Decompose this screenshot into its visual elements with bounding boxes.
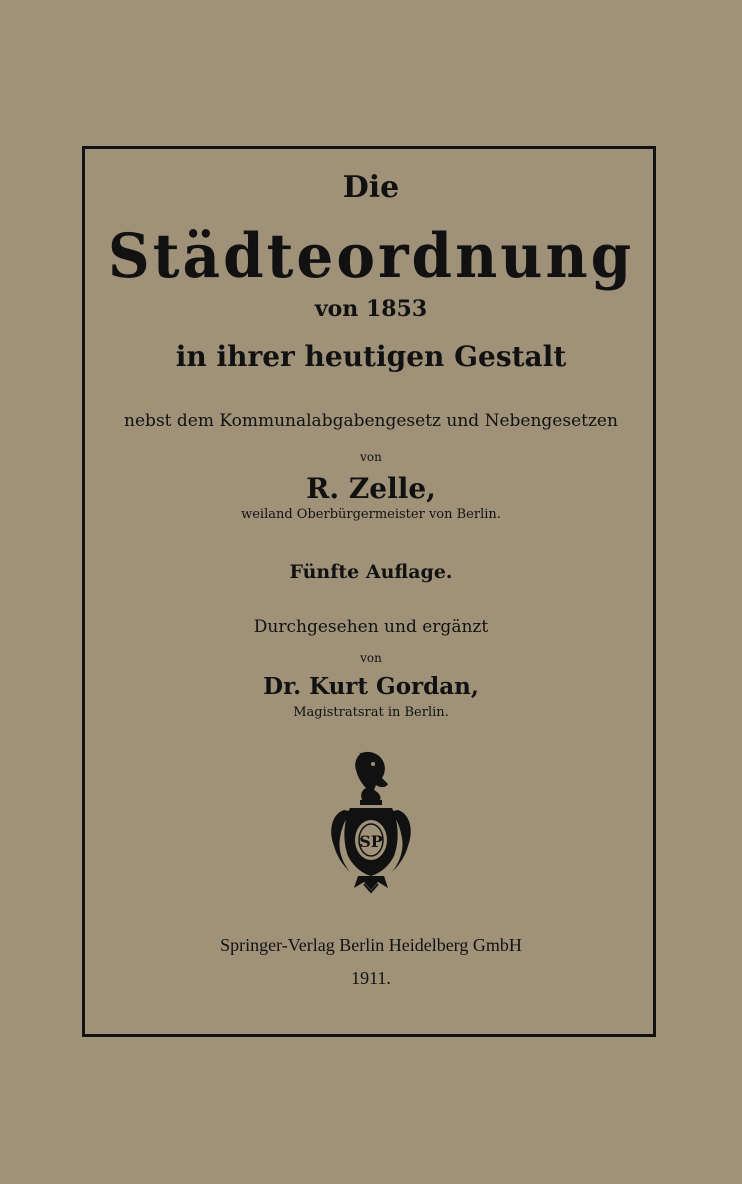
supplement-line: nebst dem Kommunalabgabengesetz und Nebengesetzen bbox=[124, 411, 618, 431]
publisher-line: Springer-Verlag Berlin Heidelberg GmbH bbox=[220, 935, 522, 955]
book-title: Städteordnung bbox=[107, 220, 635, 292]
subtitle-year: von 1853 bbox=[314, 296, 428, 322]
by-line-author: von bbox=[360, 450, 382, 464]
revision-statement: Durchgesehen und ergänzt bbox=[253, 617, 489, 637]
editor-role: Magistratsrat in Berlin. bbox=[293, 705, 449, 720]
title-article: Die bbox=[342, 170, 400, 205]
svg-text:SP: SP bbox=[359, 832, 383, 851]
editor-name: Dr. Kurt Gordan, bbox=[263, 673, 479, 700]
author-role: weiland Oberbürgermeister von Berlin. bbox=[241, 507, 501, 522]
author-name: R. Zelle, bbox=[306, 472, 436, 505]
subtitle-form: in ihrer heutigen Gestalt bbox=[175, 340, 567, 373]
springer-knight-logo-icon bbox=[326, 750, 416, 895]
edition-statement: Fünfte Auflage. bbox=[289, 561, 453, 583]
by-line-editor: von bbox=[360, 651, 382, 665]
publication-year: 1911. bbox=[351, 968, 391, 988]
